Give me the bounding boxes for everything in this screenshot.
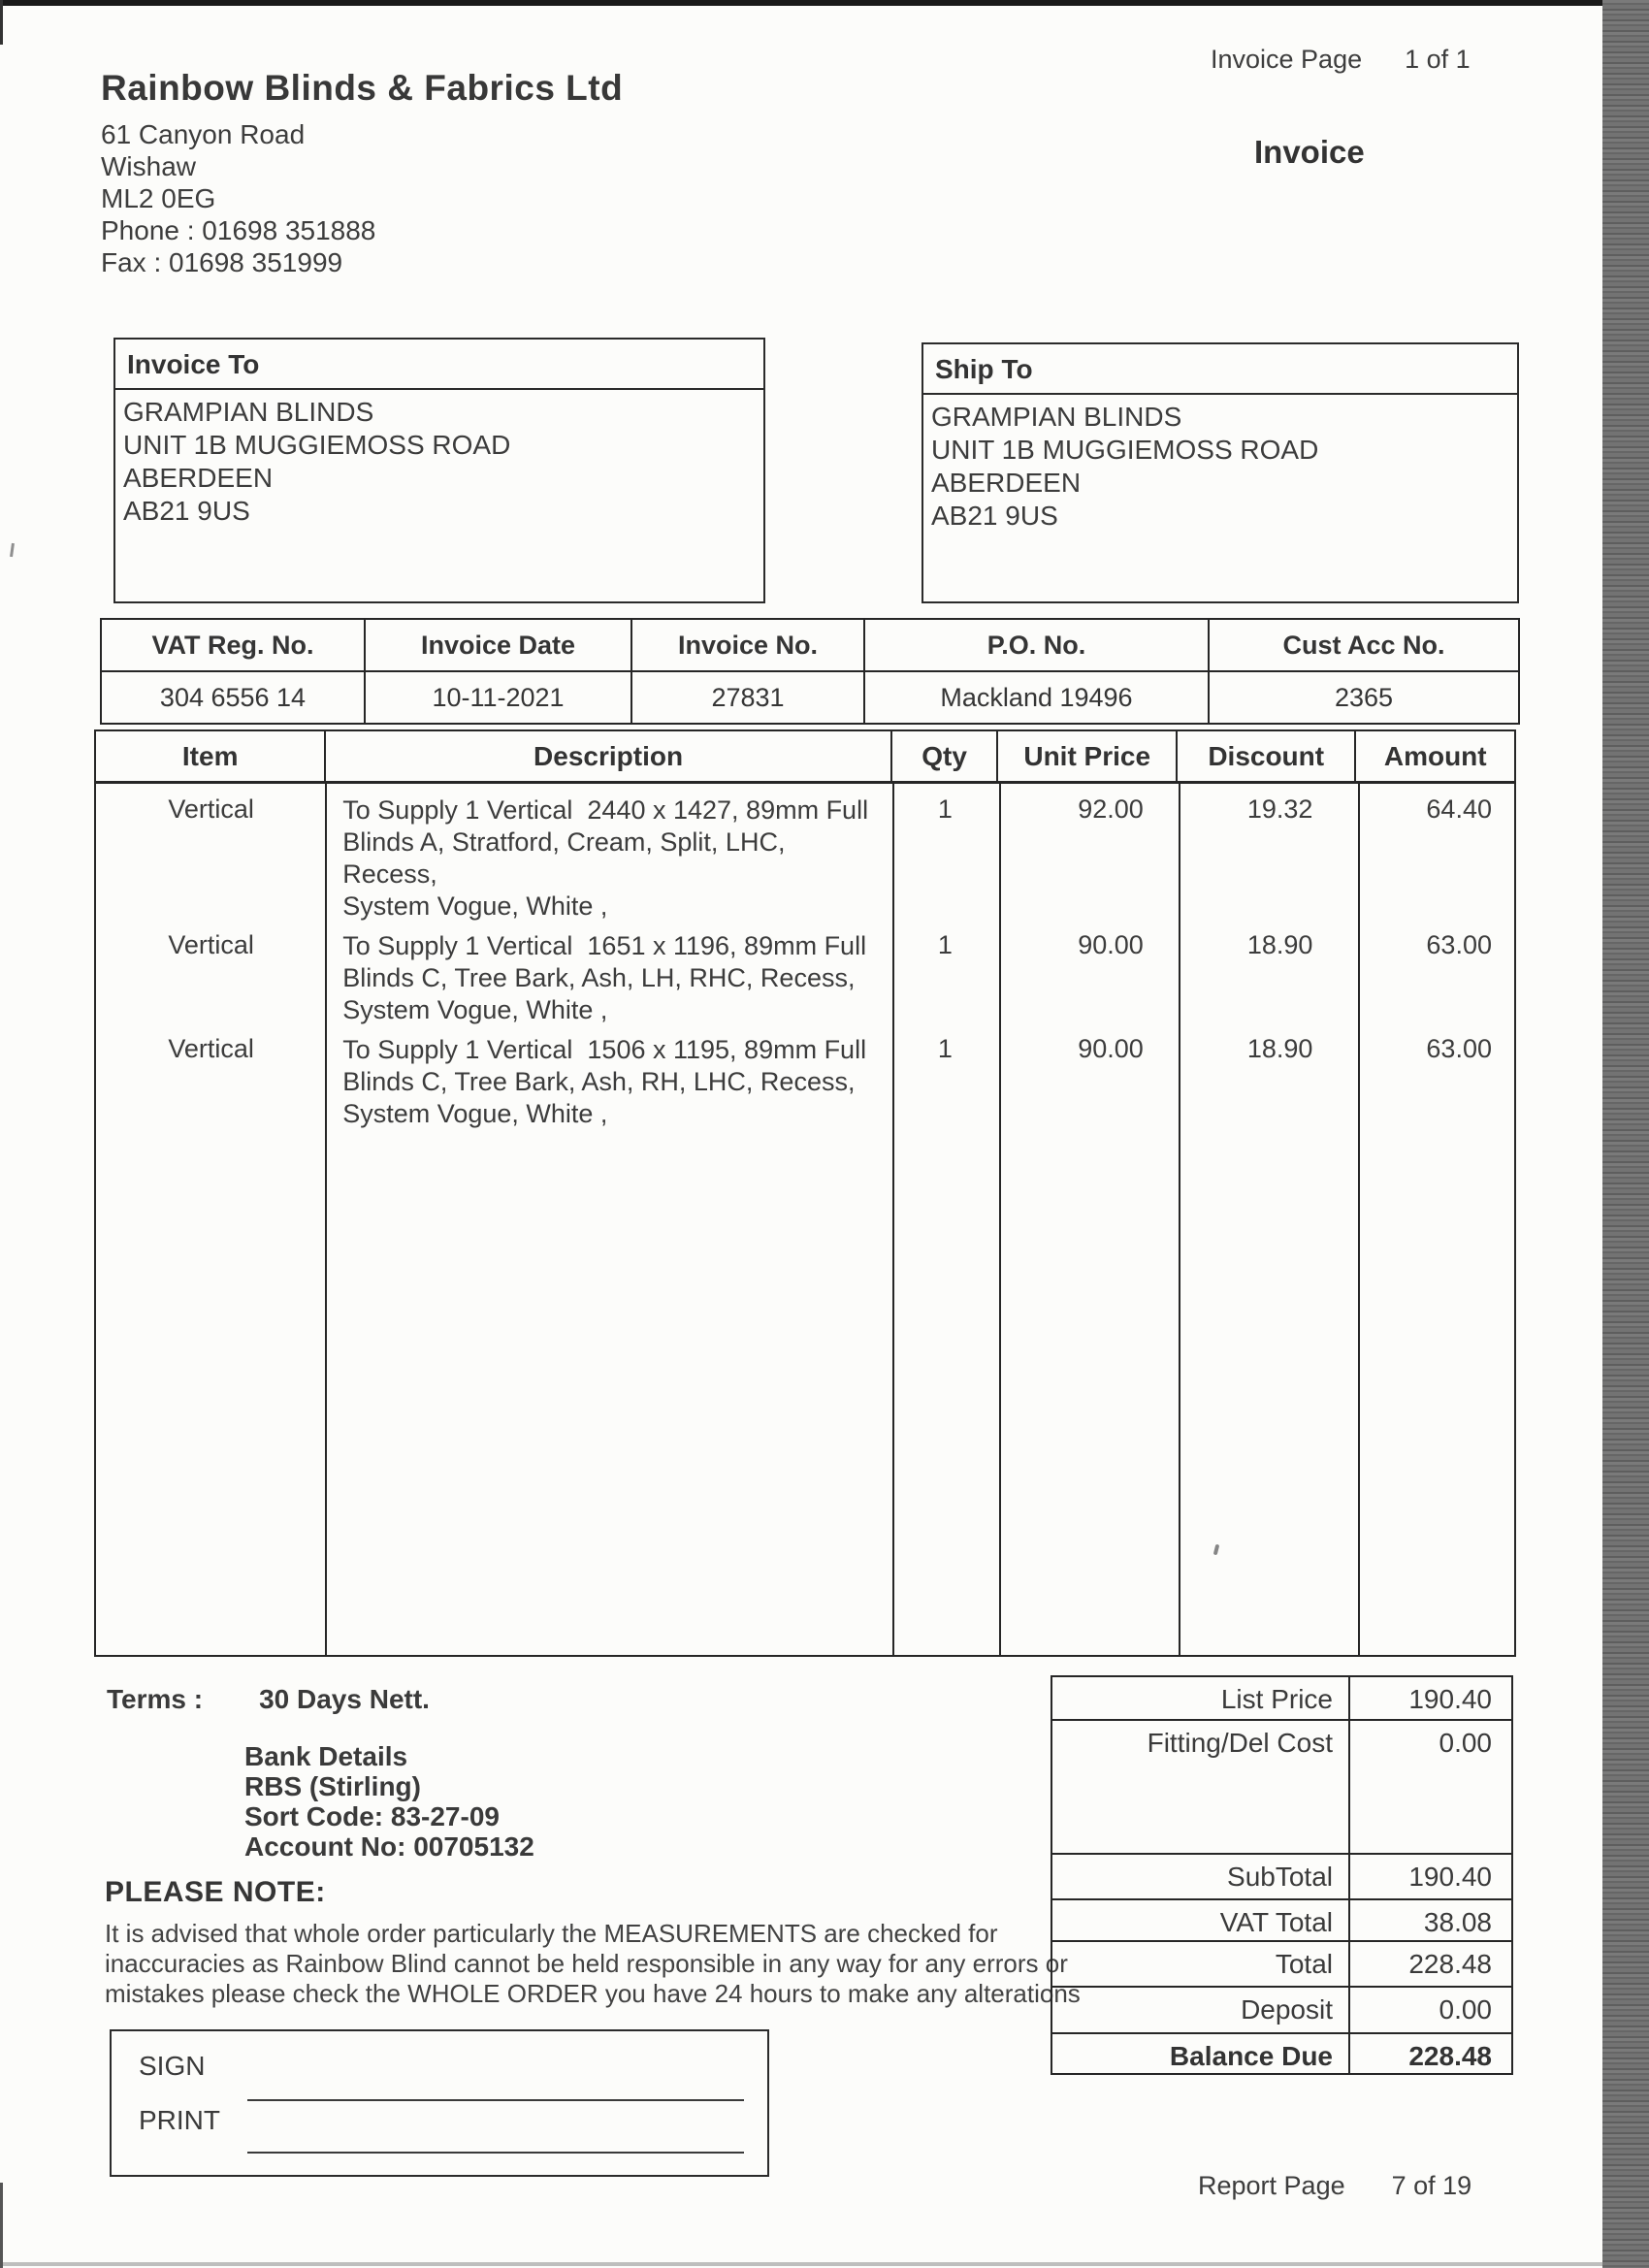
- item-cell: 18.90: [1246, 1034, 1313, 1063]
- bank-details-line: RBS (Stirling): [244, 1771, 421, 1801]
- scan-speck: [10, 543, 15, 557]
- item-cell: 90.00: [1078, 930, 1144, 959]
- invoice-to-label: Invoice To: [115, 340, 763, 390]
- item-cell: 63.00: [1426, 930, 1492, 959]
- ship-to-address-line: GRAMPIAN BLINDS: [931, 402, 1182, 432]
- table-row: [96, 787, 1514, 923]
- invoice-to-address-line: UNIT 1B MUGGIEMOSS ROAD: [123, 430, 511, 460]
- item-description-line: To Supply 1 Vertical 2440 x 1427, 89mm Full: [342, 795, 869, 825]
- totals-value: 0.00: [1439, 1728, 1492, 1758]
- invoice-to-box: [113, 338, 765, 603]
- please-note-heading: PLEASE NOTE:: [105, 1876, 326, 1908]
- ship-to-address: [923, 395, 1517, 533]
- bank-details-line: Account No: 00705132: [244, 1831, 534, 1862]
- item-cell: [326, 787, 891, 923]
- scan-left-edge-top: [0, 0, 3, 45]
- company-address-line: Phone : 01698 351888: [101, 215, 376, 245]
- item-cell: 92.00: [1078, 794, 1144, 824]
- totals-box: [1051, 1675, 1513, 2075]
- invoice-to-address-line: ABERDEEN: [123, 463, 274, 493]
- ship-to-address-line: UNIT 1B MUGGIEMOSS ROAD: [931, 435, 1319, 465]
- items-header-cell: Description: [326, 731, 891, 781]
- item-cell: Vertical: [168, 1034, 254, 1063]
- meta-header-cell: Invoice No.: [632, 620, 865, 670]
- note-line: inaccuracies as Rainbow Blind cannot be held responsible in any way for any errors or: [105, 1949, 1068, 1978]
- company-address-line: ML2 0EG: [101, 183, 216, 213]
- item-cell: 19.32: [1246, 794, 1313, 824]
- ship-to-label: Ship To: [923, 344, 1517, 395]
- terms-label: Terms :: [107, 1684, 204, 1714]
- totals-row: [1052, 1855, 1511, 1900]
- report-page-label: Report Page: [1198, 2171, 1345, 2200]
- meta-value-cell: 304 6556 14: [102, 672, 366, 723]
- company-address-line: 61 Canyon Road: [101, 119, 306, 149]
- item-description-line: System Vogue, White ,: [342, 891, 608, 921]
- sign-label: SIGN: [139, 2051, 206, 2081]
- item-description-line: To Supply 1 Vertical 1651 x 1196, 89mm Full: [342, 931, 867, 960]
- report-page-value: 7 of 19: [1391, 2171, 1472, 2200]
- bank-details-line: Bank Details: [244, 1741, 408, 1771]
- scan-bottom-edge: [0, 2262, 1602, 2266]
- item-description-line: Blinds C, Tree Bark, Ash, RH, LHC, Recess,: [342, 1067, 856, 1096]
- item-cell: 90.00: [1078, 1034, 1144, 1063]
- item-description-line: Blinds A, Stratford, Cream, Split, LHC, Recess,: [342, 827, 792, 889]
- item-description-line: System Vogue, White ,: [342, 1099, 608, 1128]
- item-cell: 64.40: [1426, 794, 1492, 824]
- company-address-line: Fax : 01698 351999: [101, 247, 343, 277]
- item-cell: 1: [937, 930, 953, 959]
- item-cell: Vertical: [168, 794, 254, 824]
- totals-row: [1052, 1721, 1511, 1855]
- scan-left-edge-bottom: [0, 2183, 3, 2268]
- item-cell: Vertical: [168, 930, 254, 959]
- invoice-page-value: 1 of 1: [1405, 45, 1471, 74]
- totals-row: [1052, 1900, 1511, 1942]
- meta-header-cell: Invoice Date: [366, 620, 632, 670]
- invoice-page-label: Invoice Page: [1211, 45, 1363, 74]
- totals-label: Balance Due: [1052, 2034, 1350, 2073]
- items-rows: [96, 787, 1514, 1130]
- item-cell: 63.00: [1426, 1034, 1492, 1063]
- item-cell: [326, 923, 891, 1026]
- items-header-row: [96, 731, 1514, 784]
- item-cell: 1: [937, 1034, 953, 1063]
- scan-right-edge-strip: [1602, 0, 1649, 2268]
- totals-value: 0.00: [1439, 1994, 1492, 2025]
- totals-label: Total: [1052, 1942, 1350, 1986]
- table-row: [96, 1026, 1514, 1130]
- item-cell: [326, 1026, 891, 1130]
- ship-to-address-line: ABERDEEN: [931, 468, 1082, 498]
- terms-value: 30 Days Nett.: [259, 1684, 430, 1714]
- totals-value: 228.48: [1408, 1949, 1492, 1979]
- items-header-cell: Discount: [1178, 731, 1357, 781]
- report-page-indicator: [1198, 2171, 1471, 2201]
- signature-box: [110, 2029, 769, 2177]
- meta-value-cell: 27831: [632, 672, 865, 723]
- print-label: PRINT: [139, 2105, 220, 2135]
- totals-label: VAT Total: [1052, 1900, 1350, 1940]
- totals-value: 38.08: [1423, 1907, 1492, 1937]
- ship-to-address-line: AB21 9US: [931, 501, 1058, 531]
- meta-header-cell: P.O. No.: [865, 620, 1210, 670]
- item-description-line: Blinds C, Tree Bark, Ash, LH, RHC, Recess,: [342, 963, 856, 992]
- meta-header-cell: Cust Acc No.: [1282, 630, 1445, 660]
- totals-value: 228.48: [1408, 2041, 1492, 2071]
- item-cell: 1: [937, 794, 953, 824]
- item-description-line: To Supply 1 Vertical 1506 x 1195, 89mm Full: [342, 1035, 867, 1064]
- totals-value: 190.40: [1408, 1684, 1492, 1714]
- totals-row: [1052, 2034, 1511, 2073]
- totals-row: [1052, 1677, 1511, 1721]
- note-line: It is advised that whole order particularly the MEASUREMENTS are checked for: [105, 1919, 998, 1948]
- print-line: [247, 2152, 744, 2154]
- meta-value-row: [102, 672, 1518, 723]
- totals-label: List Price: [1052, 1677, 1350, 1719]
- note-paragraph: [105, 1919, 1081, 2009]
- meta-value-cell: 2365: [1334, 682, 1394, 712]
- line-items-table: [94, 729, 1516, 1657]
- ship-to-box: [922, 342, 1519, 603]
- scan-top-edge: [0, 0, 1649, 6]
- item-description-line: System Vogue, White ,: [342, 995, 608, 1024]
- sign-line: [247, 2099, 744, 2101]
- note-line: mistakes please check the WHOLE ORDER you have 24 hours to make any alterations: [105, 1979, 1081, 2008]
- totals-label: SubTotal: [1052, 1855, 1350, 1898]
- totals-row: [1052, 1942, 1511, 1988]
- document-title: Invoice: [1254, 134, 1365, 170]
- table-row: [96, 923, 1514, 1026]
- invoice-to-address-line: AB21 9US: [123, 496, 250, 526]
- totals-value: 190.40: [1408, 1862, 1492, 1892]
- company-address: [101, 118, 375, 278]
- company-address-line: Wishaw: [101, 151, 197, 181]
- items-header-cell: Qty: [892, 731, 999, 781]
- invoice-meta-table: [100, 618, 1520, 725]
- bank-details-line: Sort Code: 83-27-09: [244, 1801, 500, 1831]
- invoice-page-indicator: [1211, 45, 1471, 75]
- items-header-cell: Item: [96, 731, 326, 781]
- terms-row: [107, 1684, 430, 1715]
- items-header-cell: Amount: [1383, 740, 1487, 771]
- meta-value-cell: 10-11-2021: [366, 672, 632, 723]
- meta-header-cell: VAT Reg. No.: [102, 620, 366, 670]
- totals-label: Fitting/Del Cost: [1052, 1721, 1350, 1853]
- item-cell: 18.90: [1246, 930, 1313, 959]
- company-name: Rainbow Blinds & Fabrics Ltd: [101, 68, 624, 108]
- invoice-to-address: [115, 390, 763, 528]
- meta-header-row: [102, 620, 1518, 672]
- items-header-cell: Unit Price: [998, 731, 1178, 781]
- invoice-to-address-line: GRAMPIAN BLINDS: [123, 397, 374, 427]
- meta-value-cell: Mackland 19496: [865, 672, 1210, 723]
- totals-row: [1052, 1988, 1511, 2034]
- bank-details-block: [244, 1741, 534, 1862]
- totals-label: Deposit: [1052, 1988, 1350, 2032]
